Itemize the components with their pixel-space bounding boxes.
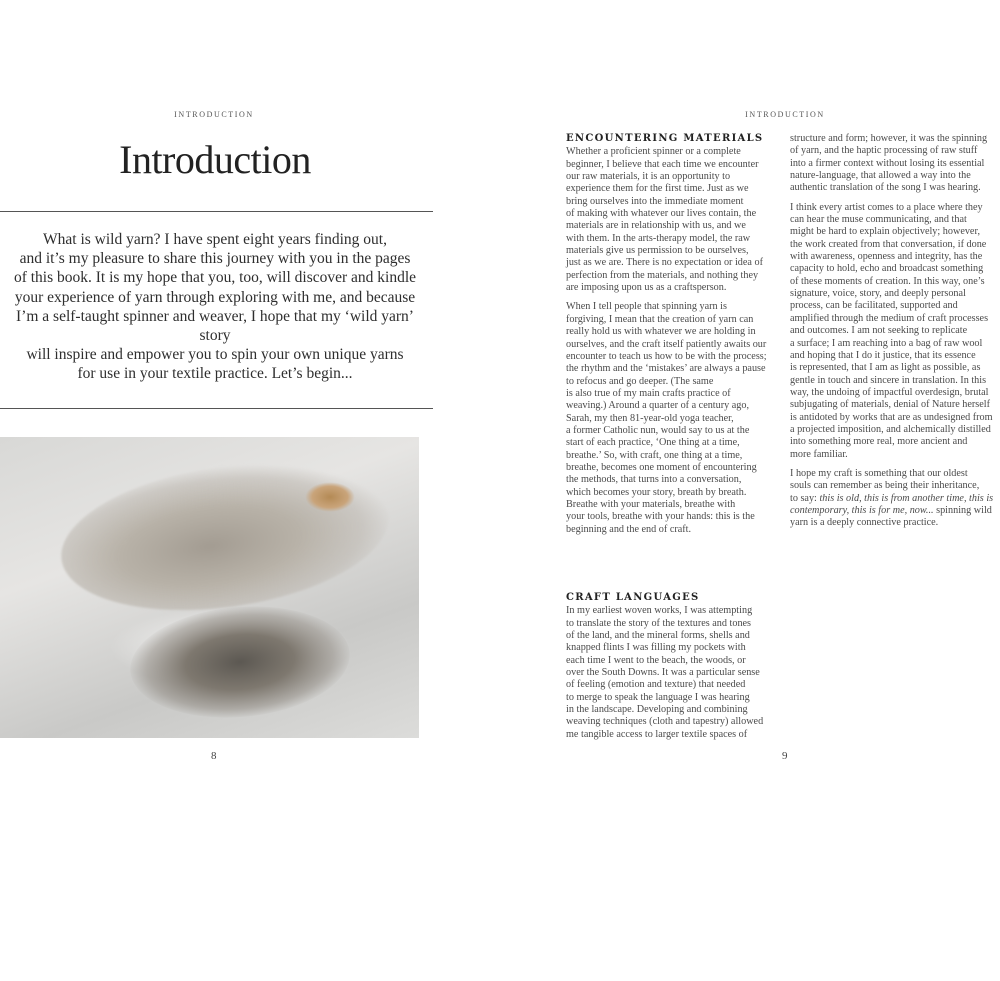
text-column-1 — [566, 133, 781, 748]
fleece-shape — [52, 445, 398, 630]
text-column-2 — [790, 133, 1000, 537]
paragraph: structure and form; however, it was the spinning of yarn, and the haptic processing of raw stuff into a firmer context without losing its essential nature-language, that allowed a way into the authentic translation of the song I was hearing. — [790, 133, 988, 194]
fleece-tip — [305, 482, 355, 512]
italic-quote: this is old, this is from another time, this is contemporary, this is for me, now... — [790, 492, 994, 516]
paragraph: Whether a proficient spinner or a complete beginner, I believe that each time we encounter our raw materials, it is an opportunity to experience them for the first time. Just as we bring ourselves into the immediate moment of making with whatever our lives contain, the materials are in relationship with us, and we with them. In the arts-therapy model, the raw materials give us permission to be ourselves, just as we are. There is no expectation or idea of perfection from the materials, and nothing they are imposing upon us as a craftsperson. — [566, 146, 763, 294]
dark-fibre-shape — [126, 598, 355, 727]
page-number-right: 9 — [782, 750, 788, 762]
running-head-right: INTRODUCTION — [745, 110, 825, 119]
wool-fleece-photo — [0, 437, 419, 738]
paragraph — [790, 468, 1000, 530]
section-heading: ENCOUNTERING MATERIALS — [566, 133, 764, 144]
divider-top — [0, 211, 433, 212]
page-number-left: 8 — [211, 750, 217, 762]
paragraph: When I tell people that spinning yarn is forgiving, I mean that the creation of yarn can really hold us with whatever we are holding in ourselves, and the craft itself patiently awaits our encounter to teach us how to be with the process; the rhythm and the ‘mistakes’ are always a pause to refocus and go deeper. (The same is also true of my main crafts practice of weaving.) Around a quarter of a century ago, Sarah, my then 81-year-old yoga teacher, a former Catholic nun, would say to us at the start of each practice, ‘One thing at a time, breathe.’ So, with craft, one thing at a time, breathe, becomes one moment of encountering the methods, that turns into a conversation, which becomes your story, breath by breath. Breathe with your materials, breathe with your tools, breathe with your hands: this is the beginning and the end of craft. — [566, 301, 767, 535]
paragraph: In my earliest woven works, I was attempting to translate the story of the textures and tones of the land, and the mineral forms, shells and knapped flints I was filling my pockets with each time I went to the beach, the woods, or over the South Downs. It was a particular sense of feeling (emotion and texture) that needed to merge to speak the language I was hearing in the landscape. Developing and combining weaving techniques (cloth and tapestry) allowed me tangible access to larger textile spaces of — [566, 605, 764, 740]
running-head-left: INTRODUCTION — [174, 110, 254, 119]
page-title: Introduction — [119, 137, 311, 182]
paragraph: I think every artist comes to a place where they can hear the muse communicating, and that might be hard to explain objectively; however, the work created from that conversation, if done with awareness, openness and integrity, has the capacity to hold, echo and broadcast something of these moments of creation. In this way, one’s signature, voice, story, and deeply personal process, can be facilitated, supported and amplified through the medium of craft processes and outcomes. I am not seeking to replicate a surface; I am reaching into a bag of raw wool and hoping that I do it justice, that its essence is represented, that I am as light as possible, as gentle in touch and sincere in translation. In this way, the undoing of impactful overdesign, brutal subjugating of materials, denial of Nature herself is antidoted by works that are as undesigned from a projected imposition, and alchemically distilled into something more real, more ancient and more familiar. — [790, 201, 993, 460]
intro-paragraph: What is wild yarn? I have spent eight years finding out, and it’s my pleasure to share this journey with you in the pages of this book. It is my hope that you, too, will discover and kindle your experience of yarn through exploring with me, and because I’m a self-taught spinner and weaver, I hope that my ‘wild yarn’ story will inspire and empower you to spin your own unique yarns for use in your textile practice. Let’s begin... — [13, 231, 417, 383]
text: spinning wild yarn is a deeply connective practice. — [790, 504, 992, 529]
divider-bottom — [0, 408, 433, 409]
section-heading: CRAFT LANGUAGES — [566, 592, 700, 603]
text: I hope my craft is something that our oldest souls can remember as being their inheritance, to say: — [790, 467, 980, 504]
